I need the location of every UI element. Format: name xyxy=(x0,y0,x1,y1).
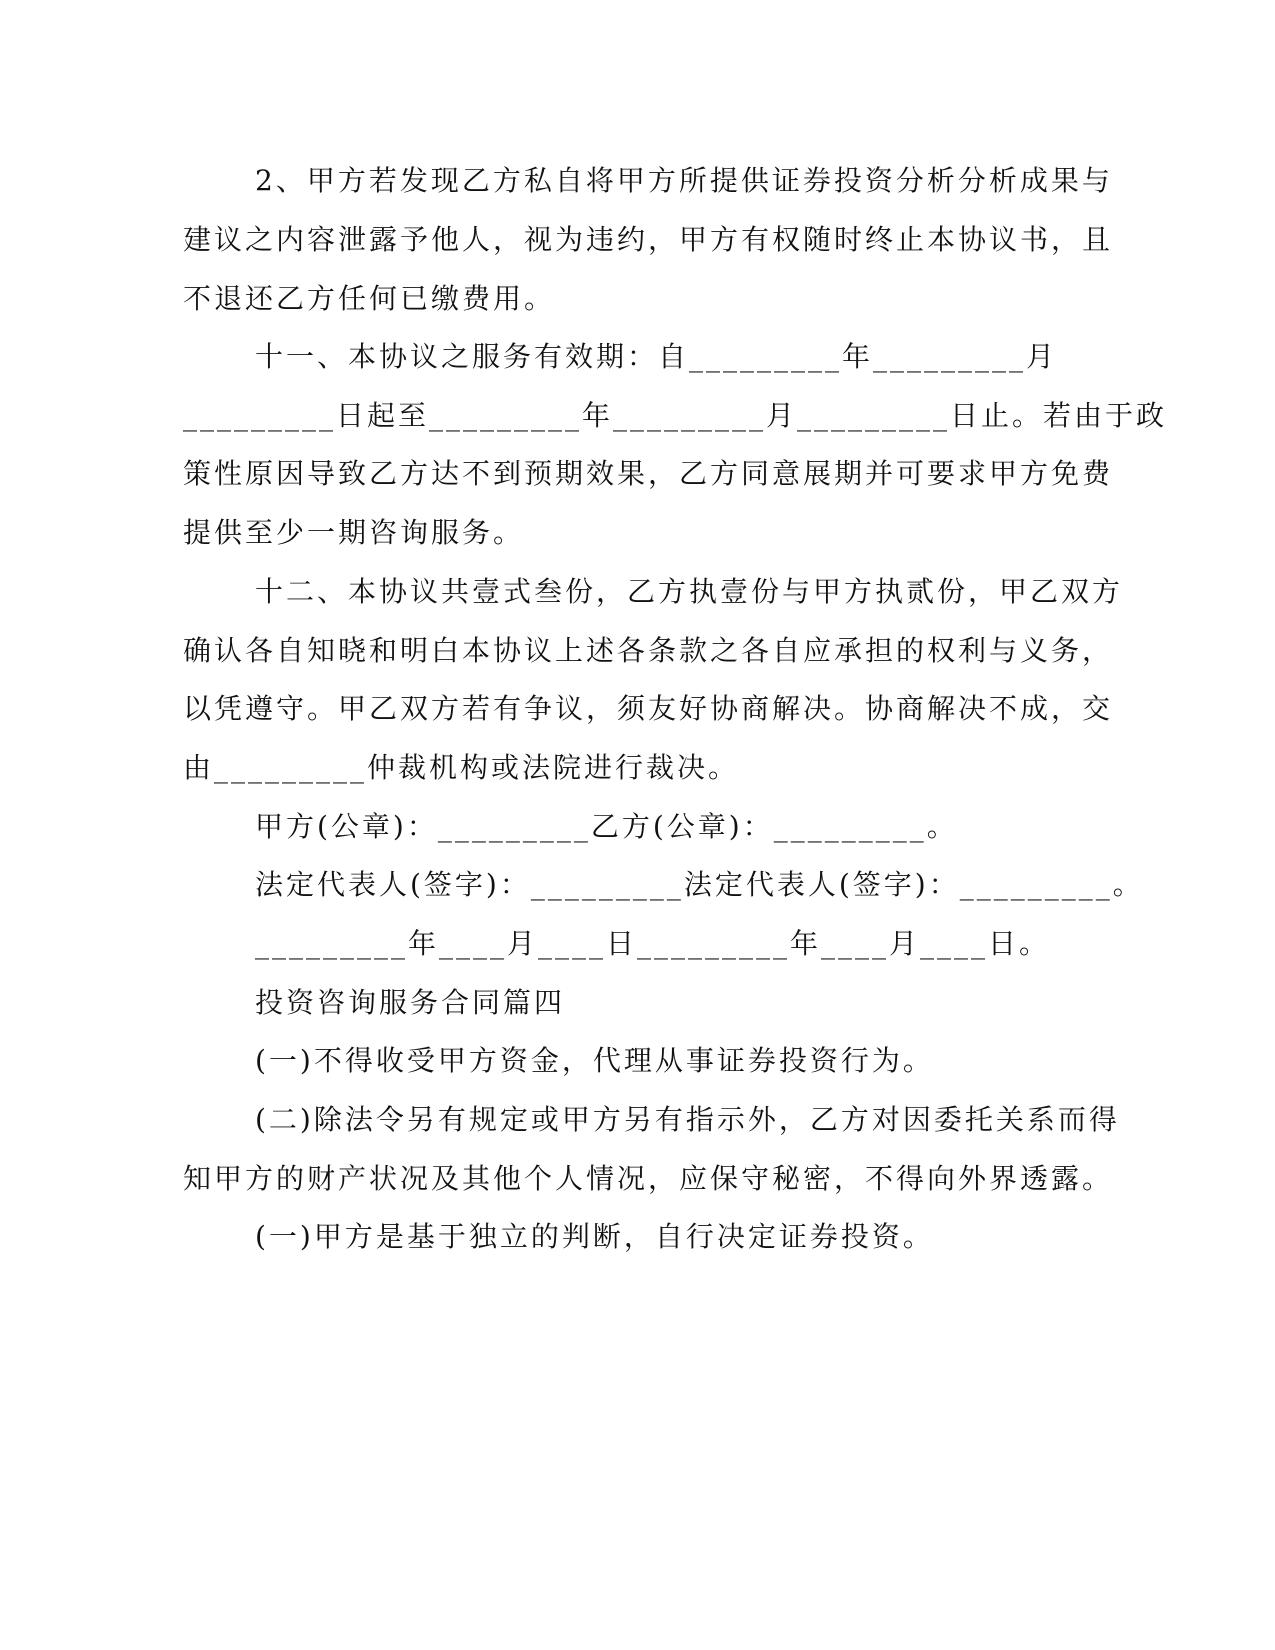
signature-line-representative: 法定代表人(签字)：_________法定代表人(签字)：_________。 xyxy=(255,868,1144,901)
signature-line-seal: 甲方(公章)：_________乙方(公章)：_________。 xyxy=(255,810,958,843)
paragraph-line: 以凭遵守。甲乙双方若有争议，须友好协商解决。协商解决不成，交 xyxy=(183,692,1114,725)
paragraph-line: (一)不得收受甲方资金，代理从事证券投资行为。 xyxy=(255,1044,934,1077)
paragraph-line: 策性原因导致乙方达不到预期效果，乙方同意展期并可要求甲方免费 xyxy=(183,457,1114,490)
paragraph-line: (二)除法令另有规定或甲方另有指示外，乙方对因委托关系而得 xyxy=(255,1103,1120,1136)
paragraph-line: 十二、本协议共壹式叁份，乙方执壹份与甲方执贰份，甲乙双方 xyxy=(255,575,1124,608)
paragraph-line: 2、甲方若发现乙方私自将甲方所提供证券投资分析分析成果与 xyxy=(255,164,1113,197)
paragraph-line: 不退还乙方任何已缴费用。 xyxy=(183,282,556,315)
paragraph-line: 建议之内容泄露予他人，视为违约，甲方有权随时终止本协议书，且 xyxy=(183,223,1114,256)
paragraph-line: _________日起至_________年_________月_________日止。若由于政 xyxy=(183,399,1168,432)
paragraph-line: 由_________仲裁机构或法院进行裁决。 xyxy=(183,751,740,784)
paragraph-line: (一)甲方是基于独立的判断，自行决定证券投资。 xyxy=(255,1220,934,1253)
paragraph-line: 确认各自知晓和明白本协议上述各条款之各自应承担的权利与义务， xyxy=(183,634,1114,667)
paragraph-line: 知甲方的财产状况及其他个人情况，应保守秘密，不得向外界透露。 xyxy=(183,1162,1114,1195)
paragraph-line: 提供至少一期咨询服务。 xyxy=(183,516,525,549)
signature-line-date: _________年____月____日_________年____月____日。 xyxy=(255,927,1051,960)
section-heading: 投资咨询服务合同篇四 xyxy=(255,986,566,1019)
paragraph-line: 十一、本协议之服务有效期：自_________年_________月 xyxy=(255,340,1058,373)
